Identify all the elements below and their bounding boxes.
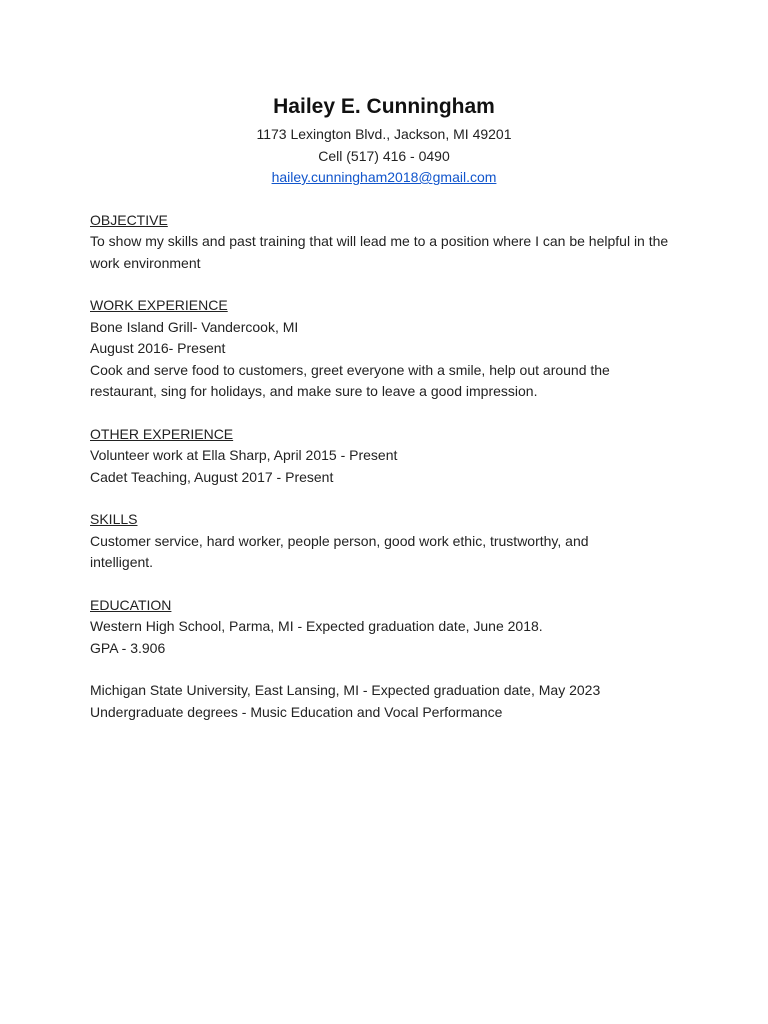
work-description: Cook and serve food to customers, greet everyone with a smile, help out around the restaurant, sing for holidays, and make sure to leave a good impression. xyxy=(90,361,610,399)
education-entry-line: Michigan State University, East Lansing, MI - Expected graduation date, May 2023 xyxy=(90,682,601,698)
other-experience-title: OTHER EXPERIENCE xyxy=(90,425,234,442)
other-experience-item: Cadet Teaching, August 2017 - Present xyxy=(90,468,334,485)
other-experience-section xyxy=(90,424,690,489)
skills-title: SKILLS xyxy=(90,511,138,527)
education-title: EDUCATION xyxy=(90,596,172,613)
address: 1173 Lexington Blvd., Jackson, MI 49201 xyxy=(256,126,512,142)
education-entry-line: Undergraduate degrees - Music Education and Vocal Performance xyxy=(90,703,503,720)
education-section xyxy=(90,595,690,724)
work-dates: August 2016- Present xyxy=(90,340,226,356)
resume-page xyxy=(90,92,690,723)
objective-title: OBJECTIVE xyxy=(90,211,168,228)
other-experience-item: Volunteer work at Ella Sharp, April 2015 - Present xyxy=(90,447,398,463)
objective-section xyxy=(90,210,690,275)
spacer xyxy=(90,659,690,680)
applicant-name: Hailey E. Cunningham xyxy=(273,95,495,118)
education-entry-line: Western High School, Parma, MI - Expected graduation date, June 2018. xyxy=(90,618,543,634)
resume-header xyxy=(90,92,678,189)
education-entry-line: GPA - 3.906 xyxy=(90,639,166,656)
skills-section xyxy=(90,509,690,574)
objective-text: To show my skills and past training that will lead me to a position where I can be helpful in the work environment xyxy=(90,233,669,271)
work-experience-section xyxy=(90,295,690,403)
work-experience-title: WORK EXPERIENCE xyxy=(90,297,228,313)
email-line xyxy=(90,167,678,189)
email-link[interactable]: hailey.cunningham2018@gmail.com xyxy=(271,169,497,185)
work-employer: Bone Island Grill- Vandercook, MI xyxy=(90,318,299,335)
skills-text: Customer service, hard worker, people person, good work ethic, trustworthy, and intelligent. xyxy=(90,532,589,570)
phone: Cell (517) 416 - 0490 xyxy=(318,147,450,164)
